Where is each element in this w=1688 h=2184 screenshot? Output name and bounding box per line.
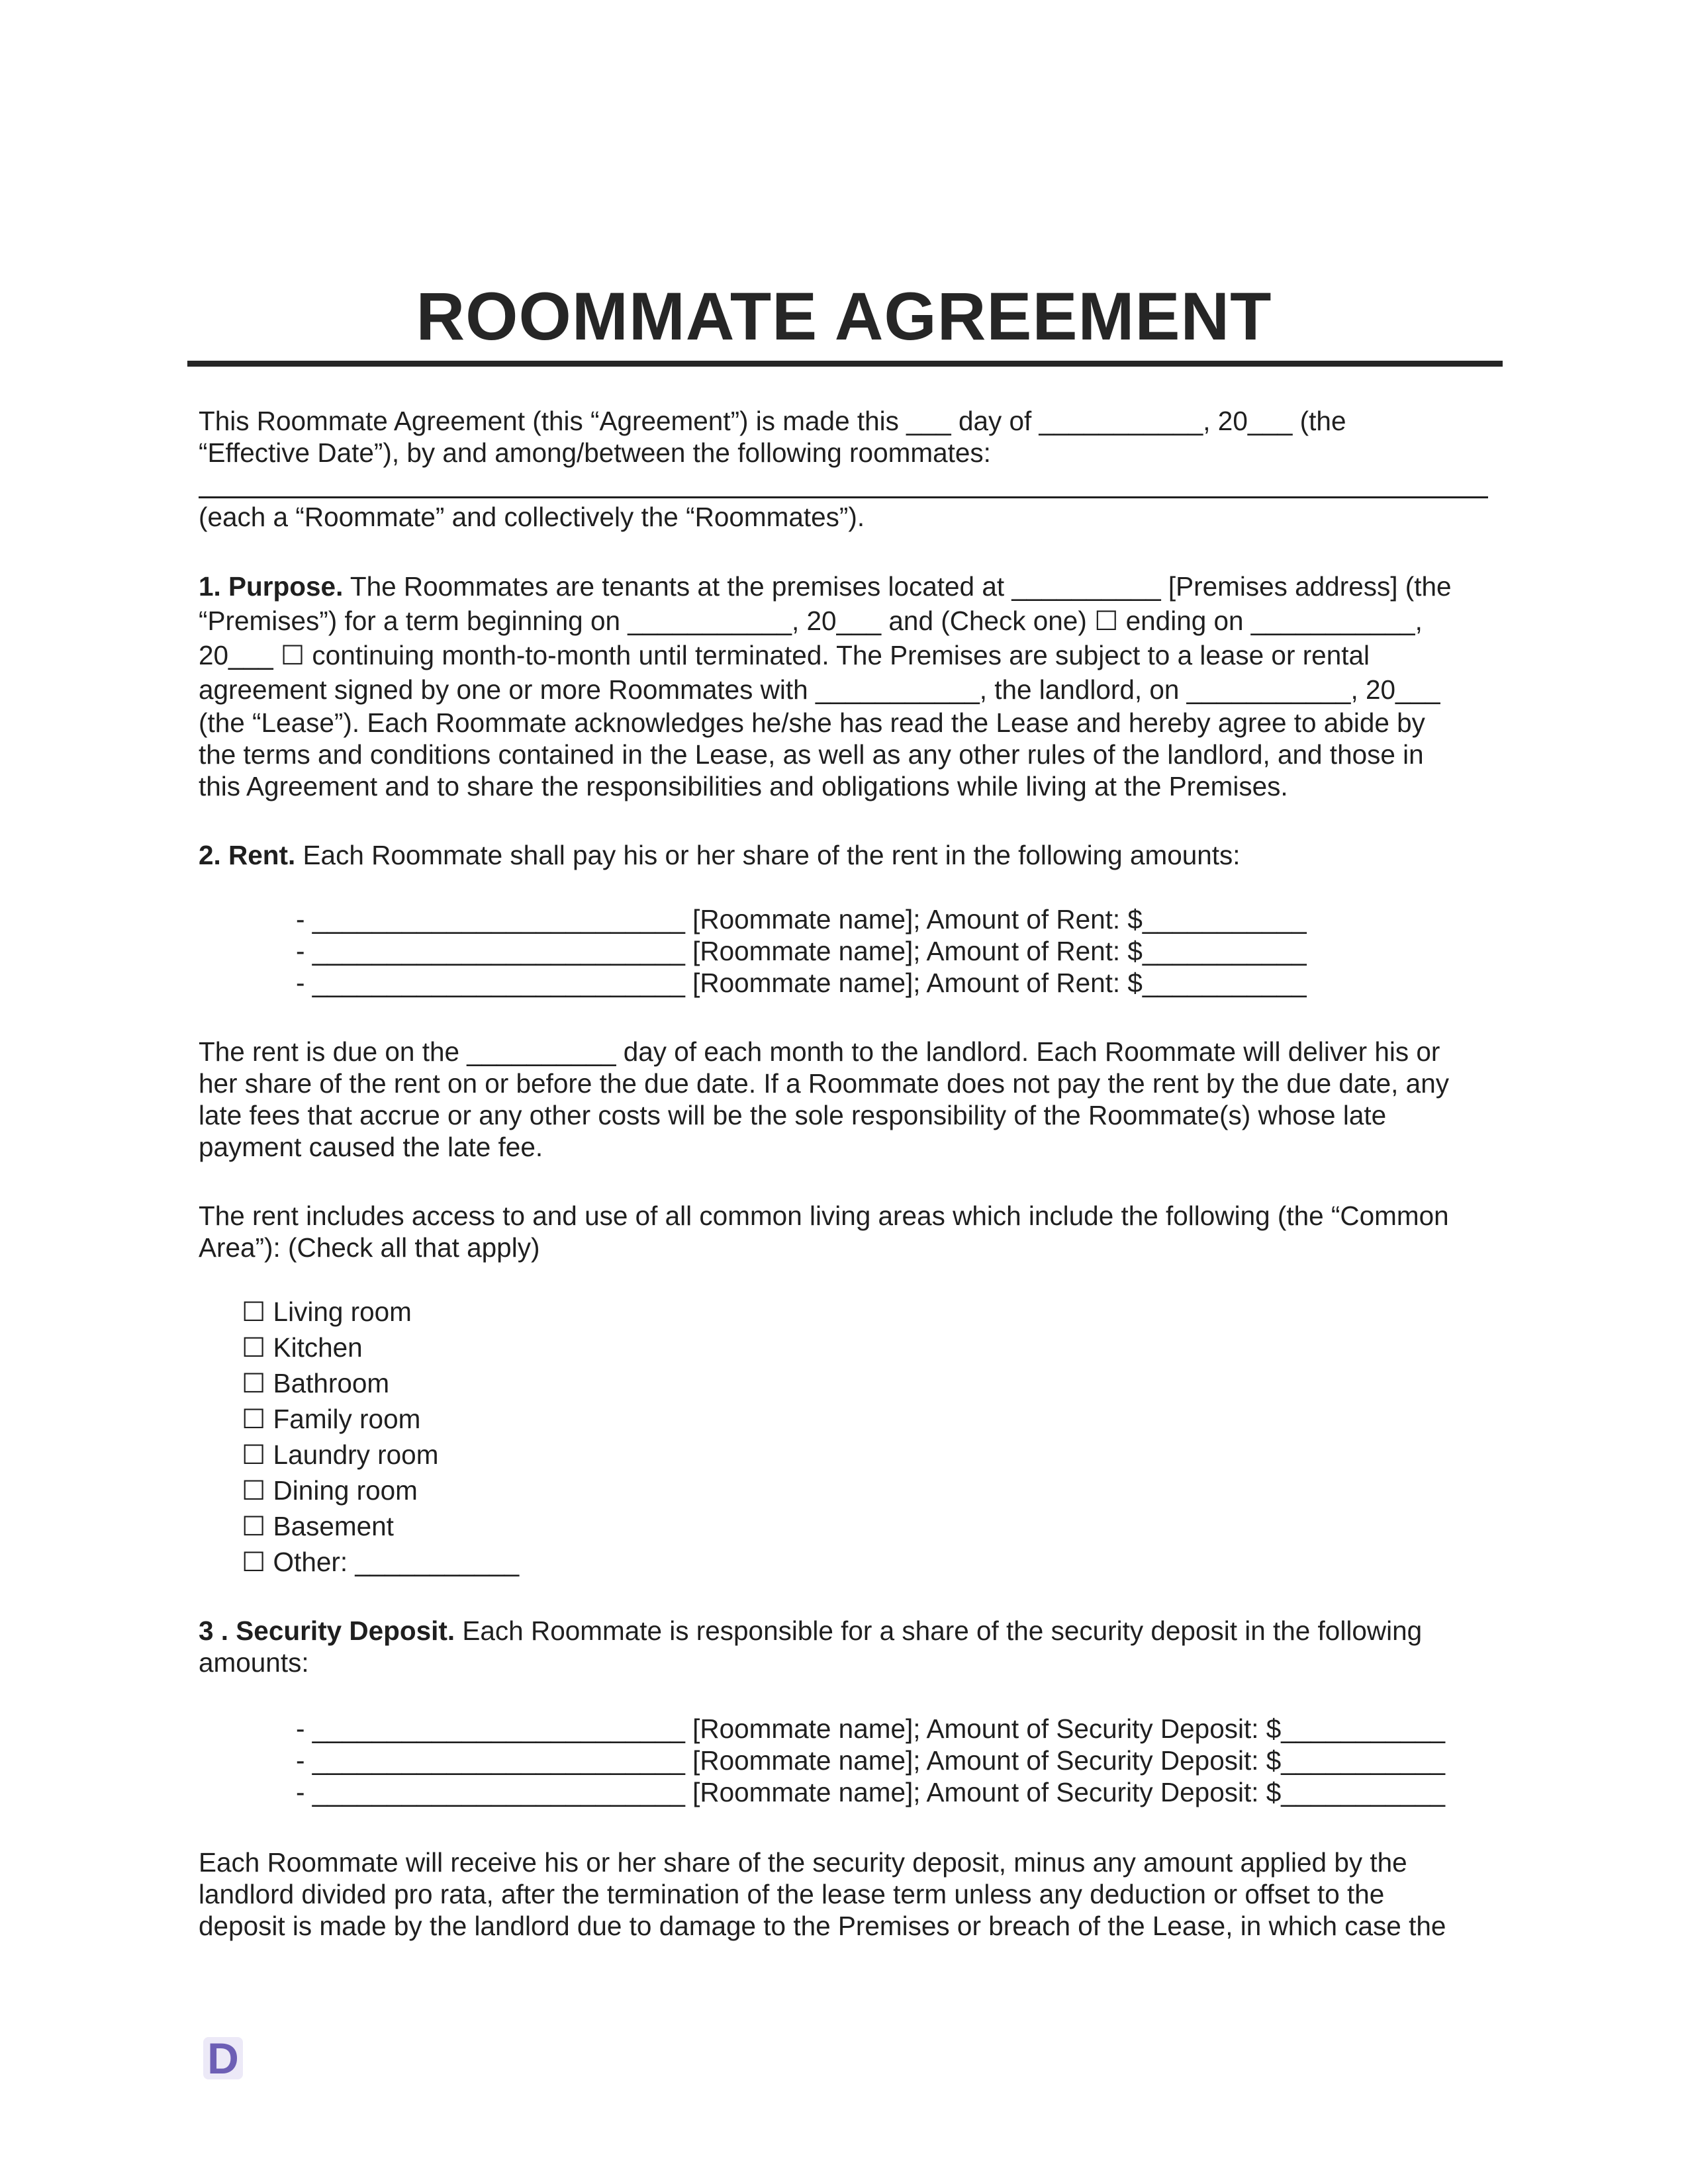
intro-line: (each a “Roommate” and collectively the “Roommates”).: [199, 502, 865, 532]
rent-line: [199, 839, 1241, 872]
purpose-line: this Agreement and to share the responsibilities and obligations while living at the Premises.: [199, 771, 1288, 801]
deposit-entry[interactable]: - _________________________ [Roommate name]; Amount of Security Deposit: $___________: [296, 1777, 1446, 1807]
purpose-line: the terms and conditions contained in the Lease, as well as any other rules of the landlord, and those in: [199, 739, 1424, 770]
purpose-heading: 1. Purpose.: [199, 571, 344, 602]
checkbox-kitchen[interactable]: ☐ Kitchen: [242, 1332, 363, 1363]
rent-intro: Each Roommate shall pay his or her share of the rent in the following amounts:: [295, 840, 1241, 870]
deposit-return-line: Each Roommate will receive his or her share of the security deposit, minus any amount applied by the: [199, 1847, 1407, 1878]
checkbox-living-room[interactable]: ☐ Living room: [242, 1297, 412, 1327]
rent-due-line: late fees that accrue or any other costs will be the sole responsibility of the Roommate(s) whose late: [199, 1100, 1387, 1130]
deposit-heading: 3 . Security Deposit.: [199, 1615, 455, 1646]
brand-logo-icon: D: [201, 2032, 246, 2085]
common-area-line: Area”): (Check all that apply): [199, 1232, 540, 1263]
purpose-line: [199, 570, 1452, 603]
deposit-entry[interactable]: - _________________________ [Roommate name]; Amount of Security Deposit: $___________: [296, 1713, 1446, 1744]
checkbox-laundry-room[interactable]: ☐ Laundry room: [242, 1439, 439, 1470]
rent-entry[interactable]: - _________________________ [Roommate name]; Amount of Rent: $___________: [296, 904, 1307, 934]
rent-due-line: payment caused the late fee.: [199, 1132, 543, 1162]
deposit-line: [199, 1615, 1422, 1647]
deposit-intro: Each Roommate is responsible for a share of the security deposit in the following: [455, 1615, 1423, 1646]
intro-line: “Effective Date”), by and among/between the following roommates:: [199, 437, 991, 468]
checkbox-dining-room[interactable]: ☐ Dining room: [242, 1475, 418, 1506]
deposit-entry[interactable]: - _________________________ [Roommate name]; Amount of Security Deposit: $___________: [296, 1745, 1446, 1776]
document-title: ROOMMATE AGREEMENT: [416, 279, 1272, 354]
rent-due-line: her share of the rent on or before the due date. If a Roommate does not pay the rent by the due date, any: [199, 1068, 1449, 1099]
checkbox-other[interactable]: ☐ Other: ___________: [242, 1547, 520, 1577]
rent-entry[interactable]: - _________________________ [Roommate name]; Amount of Rent: $___________: [296, 936, 1307, 966]
deposit-return-line: landlord divided pro rata, after the termination of the lease term unless any deduction or offset to the: [199, 1879, 1385, 1909]
common-area-line: The rent includes access to and use of all common living areas which include the following (the “Common: [199, 1201, 1449, 1231]
roommates-blank-line[interactable]: [199, 496, 1488, 498]
checkbox-bathroom[interactable]: ☐ Bathroom: [242, 1368, 390, 1398]
purpose-text: The Roommates are tenants at the premises located at __________ [Premises address] (the: [343, 571, 1452, 602]
checkbox-basement[interactable]: ☐ Basement: [242, 1511, 394, 1541]
checkbox-family-room[interactable]: ☐ Family room: [242, 1404, 421, 1434]
intro-line: This Roommate Agreement (this “Agreement”) is made this ___ day of ___________, 20___ (the: [199, 406, 1346, 436]
purpose-line: 20___ ☐ continuing month-to-month until terminated. The Premises are subject to a lease or rental: [199, 640, 1370, 670]
purpose-line: agreement signed by one or more Roommates with ___________, the landlord, on ___________, 20___: [199, 674, 1440, 705]
rent-due-line: The rent is due on the __________ day of each month to the landlord. Each Roommate will deliver his or: [199, 1036, 1440, 1067]
rent-heading: 2. Rent.: [199, 840, 296, 870]
deposit-return-line: deposit is made by the landlord due to damage to the Premises or breach of the Lease, in which case the: [199, 1911, 1446, 1941]
title-divider: [187, 361, 1503, 367]
deposit-line: amounts:: [199, 1647, 309, 1678]
purpose-line: (the “Lease”). Each Roommate acknowledges he/she has read the Lease and hereby agree to abide by: [199, 707, 1425, 738]
purpose-line: “Premises”) for a term beginning on ___________, 20___ and (Check one) ☐ ending on ___________,: [199, 606, 1423, 636]
rent-entry[interactable]: - _________________________ [Roommate name]; Amount of Rent: $___________: [296, 968, 1307, 998]
